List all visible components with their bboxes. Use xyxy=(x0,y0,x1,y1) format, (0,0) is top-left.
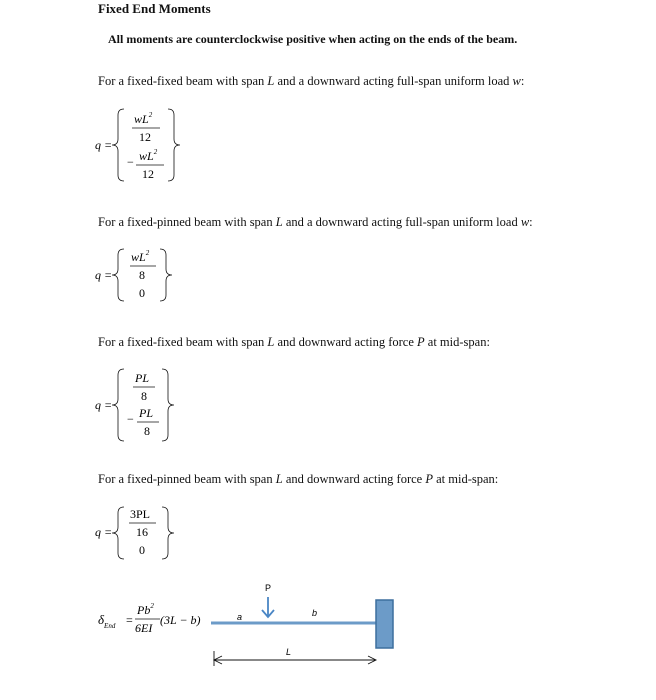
label-b: b xyxy=(312,608,318,618)
label-a: a xyxy=(237,612,243,622)
equals-sign: = xyxy=(126,613,133,627)
case-4-description: For a fixed-pinned beam with span L and downward acting force P at mid-span: xyxy=(98,472,499,486)
span-label: L xyxy=(286,647,292,657)
row1-denominator: 8 xyxy=(141,389,147,403)
row1-numerator: 3PL xyxy=(130,507,151,521)
row2-sign: − xyxy=(127,155,134,169)
load-label: P xyxy=(265,583,272,593)
row2-denominator: 12 xyxy=(142,167,154,181)
row1-numerator: $wL^2$ xyxy=(134,111,153,126)
fixed-support xyxy=(376,600,393,648)
span-dimension xyxy=(214,651,376,666)
case-3-description: For a fixed-fixed beam with span L and downward acting force P at mid-span: xyxy=(98,335,490,349)
row1-denominator: 12 xyxy=(139,130,151,144)
row1-numerator: $wL^2$ xyxy=(131,249,150,264)
delta-numerator: Pb$^2$ xyxy=(137,602,154,617)
case-2-description: For a fixed-pinned beam with span L and a downward acting full-span uniform load w: xyxy=(98,215,533,229)
delta-denominator: 6EI xyxy=(135,621,153,635)
row2-denominator: 8 xyxy=(144,424,150,438)
page-title: Fixed End Moments xyxy=(98,1,211,16)
row1-numerator: PL xyxy=(135,371,150,385)
row1-denominator: 16 xyxy=(136,525,148,539)
row2-value: 0 xyxy=(139,543,145,557)
case-1-description: For a fixed-fixed beam with span L and a downward acting full-span uniform load w: xyxy=(98,74,525,88)
q-label: q = xyxy=(95,268,113,282)
page-subtitle: All moments are counterclockwise positive when acting on the ends of the beam. xyxy=(108,32,518,46)
delta-symbol: $\delta_{End}$ xyxy=(98,612,116,630)
q-label: q = xyxy=(95,138,113,152)
row2-numerator: PL xyxy=(139,406,154,420)
row2-value: 0 xyxy=(139,286,145,300)
load-arrow-icon xyxy=(262,597,274,617)
delta-tail: (3L − b) xyxy=(160,613,201,627)
q-label: q = xyxy=(95,398,113,412)
q-label: q = xyxy=(95,525,113,539)
row2-sign: − xyxy=(127,412,134,426)
row1-denominator: 8 xyxy=(139,268,145,282)
row2-numerator: $wL^2$ xyxy=(139,148,158,163)
